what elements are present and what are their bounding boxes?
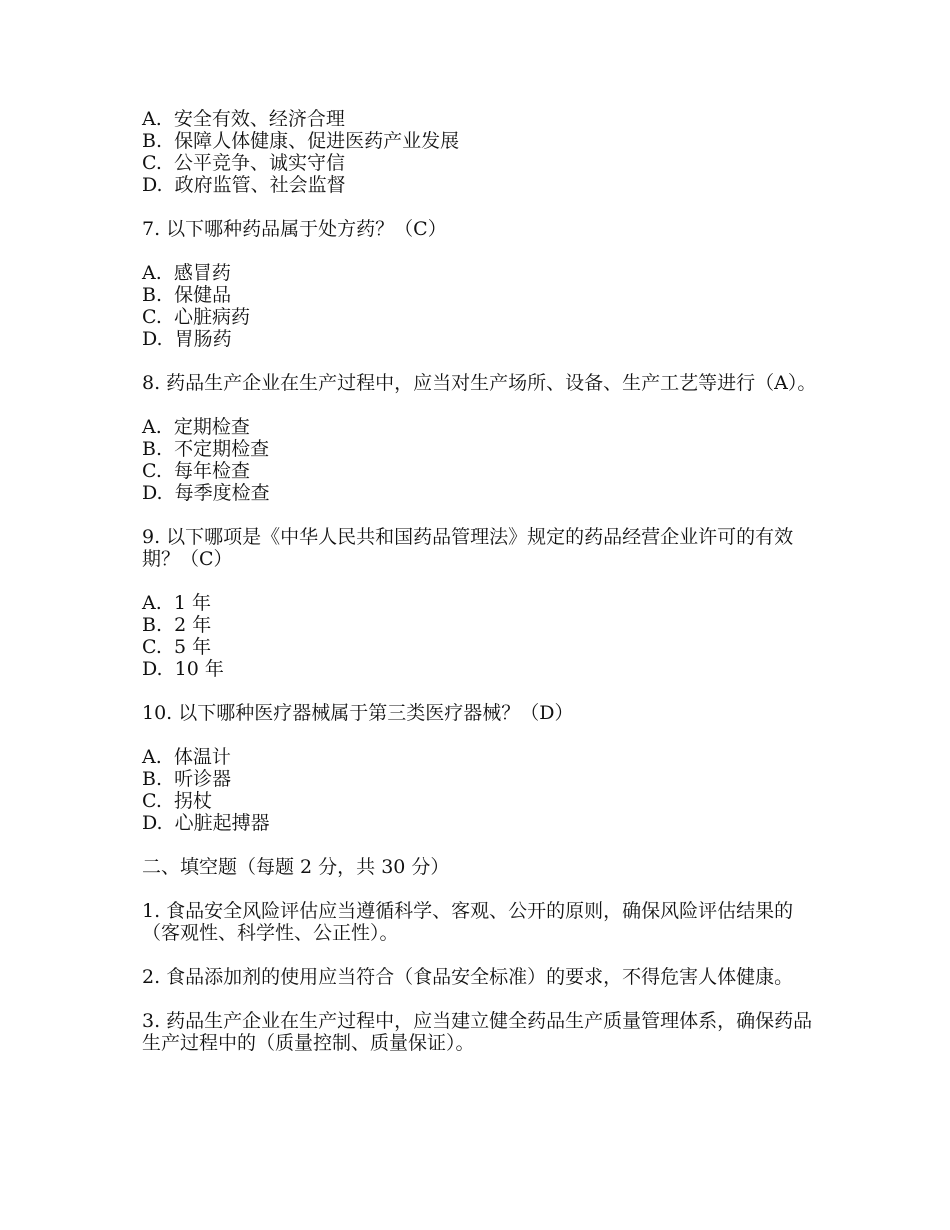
- document-page: [142, 108, 822, 1054]
- option-a: A. 定期检查: [142, 416, 250, 438]
- fill-blank-text: 3. 药品生产企业在生产过程中，应当建立健全药品生产质量管理体系，确保药品生产过程中的（质量控制、质量保证）。: [142, 1010, 813, 1054]
- option-b: B. 不定期检查: [142, 438, 270, 460]
- option-d: D. 每季度检查: [142, 482, 270, 504]
- fill-blank-text: 2. 食品添加剂的使用应当符合（食品安全标准）的要求，不得危害人体健康。: [142, 966, 794, 988]
- q8-options: [142, 416, 822, 504]
- question-9: [142, 526, 822, 570]
- q7-options: [142, 262, 822, 350]
- option-b: B. 听诊器: [142, 768, 232, 790]
- section-heading: [142, 856, 822, 878]
- question-10: [142, 702, 822, 724]
- option-a: A. 安全有效、经济合理: [142, 108, 345, 130]
- q6-options: [142, 108, 822, 196]
- option-b: B. 保障人体健康、促进医药产业发展: [142, 130, 460, 152]
- option-a: A. 1 年: [142, 592, 211, 614]
- question-text: 9. 以下哪项是《中华人民共和国药品管理法》规定的药品经营企业许可的有效期？（C）: [142, 526, 794, 570]
- question-8: [142, 372, 822, 394]
- fill-blank-text: 1. 食品安全风险评估应当遵循科学、客观、公开的原则，确保风险评估结果的（客观性、科学性、公正性）。: [142, 900, 794, 944]
- option-d: D. 政府监管、社会监督: [142, 174, 346, 196]
- question-text: 7. 以下哪种药品属于处方药？（C）: [142, 218, 447, 240]
- option-c: C. 5 年: [142, 636, 212, 658]
- question-7: [142, 218, 822, 240]
- q9-options: [142, 592, 822, 680]
- option-c: C. 拐杖: [142, 790, 212, 812]
- section-2-title: 二、填空题（每题 2 分，共 30 分）: [142, 856, 450, 878]
- option-c: C. 公平竞争、诚实守信: [142, 152, 345, 174]
- fill-blank-2: [142, 966, 822, 988]
- fill-blank-1: [142, 900, 822, 944]
- option-d: D. 心脏起搏器: [142, 812, 270, 834]
- option-d: D. 10 年: [142, 658, 224, 680]
- option-b: B. 2 年: [142, 614, 212, 636]
- question-text: 8. 药品生产企业在生产过程中，应当对生产场所、设备、生产工艺等进行（A）。: [142, 372, 817, 394]
- option-b: B. 保健品: [142, 284, 232, 306]
- option-c: C. 每年检查: [142, 460, 250, 482]
- option-c: C. 心脏病药: [142, 306, 250, 328]
- q10-options: [142, 746, 822, 834]
- fill-blank-3: [142, 1010, 822, 1054]
- question-text: 10. 以下哪种医疗器械属于第三类医疗器械？（D）: [142, 702, 574, 724]
- option-a: A. 体温计: [142, 746, 231, 768]
- option-a: A. 感冒药: [142, 262, 231, 284]
- option-d: D. 胃肠药: [142, 328, 232, 350]
